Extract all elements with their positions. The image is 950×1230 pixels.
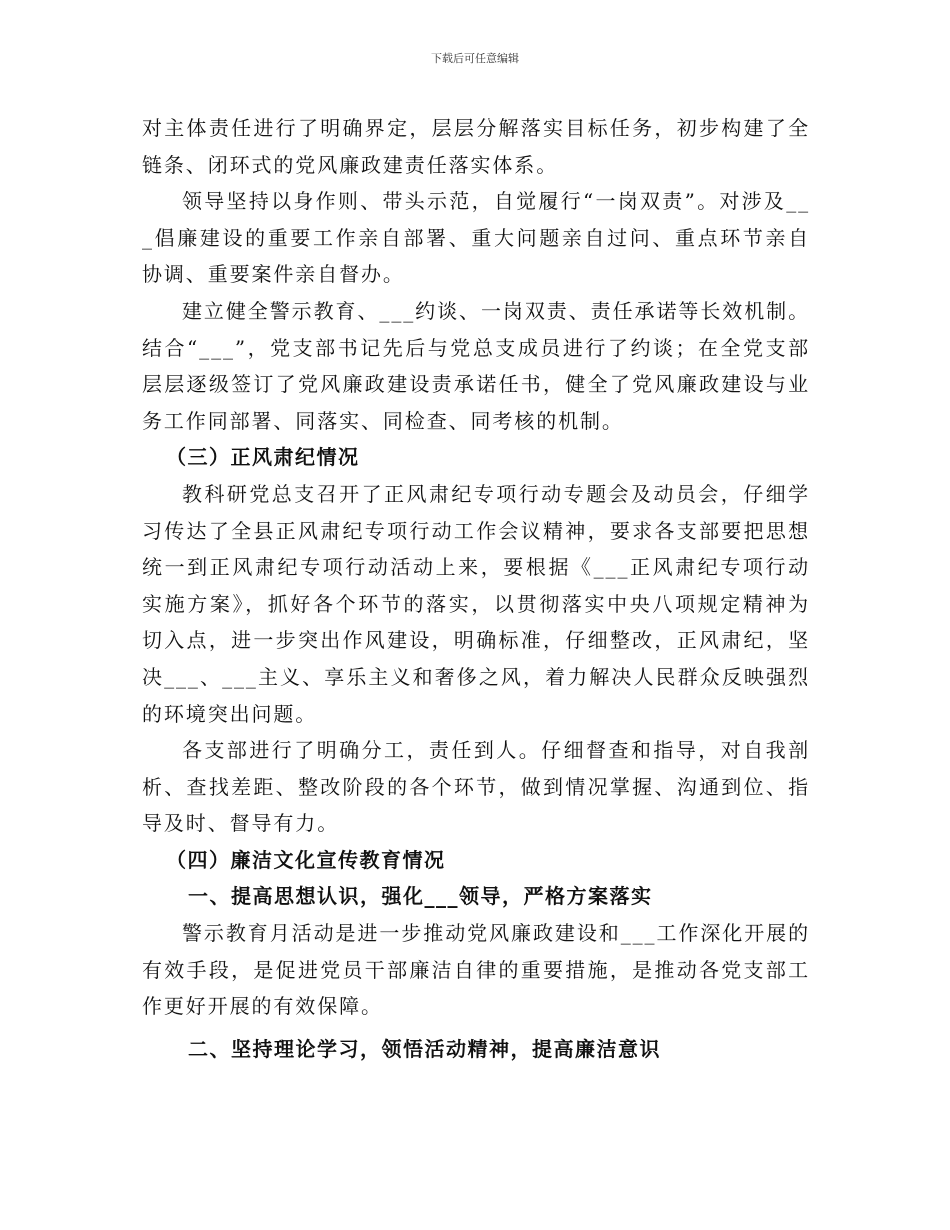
subsection-heading-2: 二、坚持理论学习，领悟活动精神，提高廉洁意识 xyxy=(188,1036,661,1061)
paragraph-division: 各支部进行了明确分工，责任到人。仔细督查和指导，对自我剖析、查找差距、整改阶段的各个环节，做到情况掌握、沟通到位、指导及时、督导有力。 xyxy=(142,738,810,836)
paragraph-leadership: 领导坚持以身作则、带头示范，自觉履行“一岗双责”。对涉及___倡廉建设的重要工作亲自部署、重大问题亲自过问、重点环节亲自协调、重要案件亲自督办。 xyxy=(142,189,810,287)
document-body xyxy=(142,110,810,1067)
paragraph-continuation: 对主体责任进行了明确界定，层层分解落实目标任务，初步构建了全链条、闭环式的党风廉政建责任落实体系。 xyxy=(142,116,810,177)
paragraph-mechanism: 建立健全警示教育、___约谈、一岗双责、责任承诺等长效机制。结合“___”，党支部书记先后与党总支成员进行了约谈；在全党支部层层逐级签订了党风廉政建设责承诺任书，健全了党风廉政建设与业务工作同部署、同落实、同检查、同考核的机制。 xyxy=(142,298,810,433)
subsection-heading-1: 一、提高思想认识，强化___领导，严格方案落实 xyxy=(188,884,653,909)
paragraph-warning-education: 警示教育月活动是进一步推动党风廉政建设和___工作深化开展的有效手段，是促进党员干部廉洁自律的重要措施，是推动各党支部工作更好开展的有效保障。 xyxy=(142,921,810,1019)
section-heading-4: （四）廉洁文化宣传教育情况 xyxy=(166,847,446,872)
page-header: 下载后可任意编辑 xyxy=(431,52,519,65)
section-heading-3: （三）正风肃纪情况 xyxy=(166,445,360,470)
paragraph-discipline: 教科研党总支召开了正风肃纪专项行动专题会及动员会，仔细学习传达了全县正风肃纪专项行动工作会议精神，要求各支部要把思想统一到正风肃纪专项行动活动上来，要根据《___正风肃纪专项行动实施方案》，抓好各个环节的落实，以贯彻落实中央八项规定精神为切入点，进一步突出作风建设，明确标准，仔细整改，正风肃纪，坚决___、___主义、享乐主义和奢侈之风，着力解决人民群众反映强烈的环境突出问题。 xyxy=(142,481,810,726)
